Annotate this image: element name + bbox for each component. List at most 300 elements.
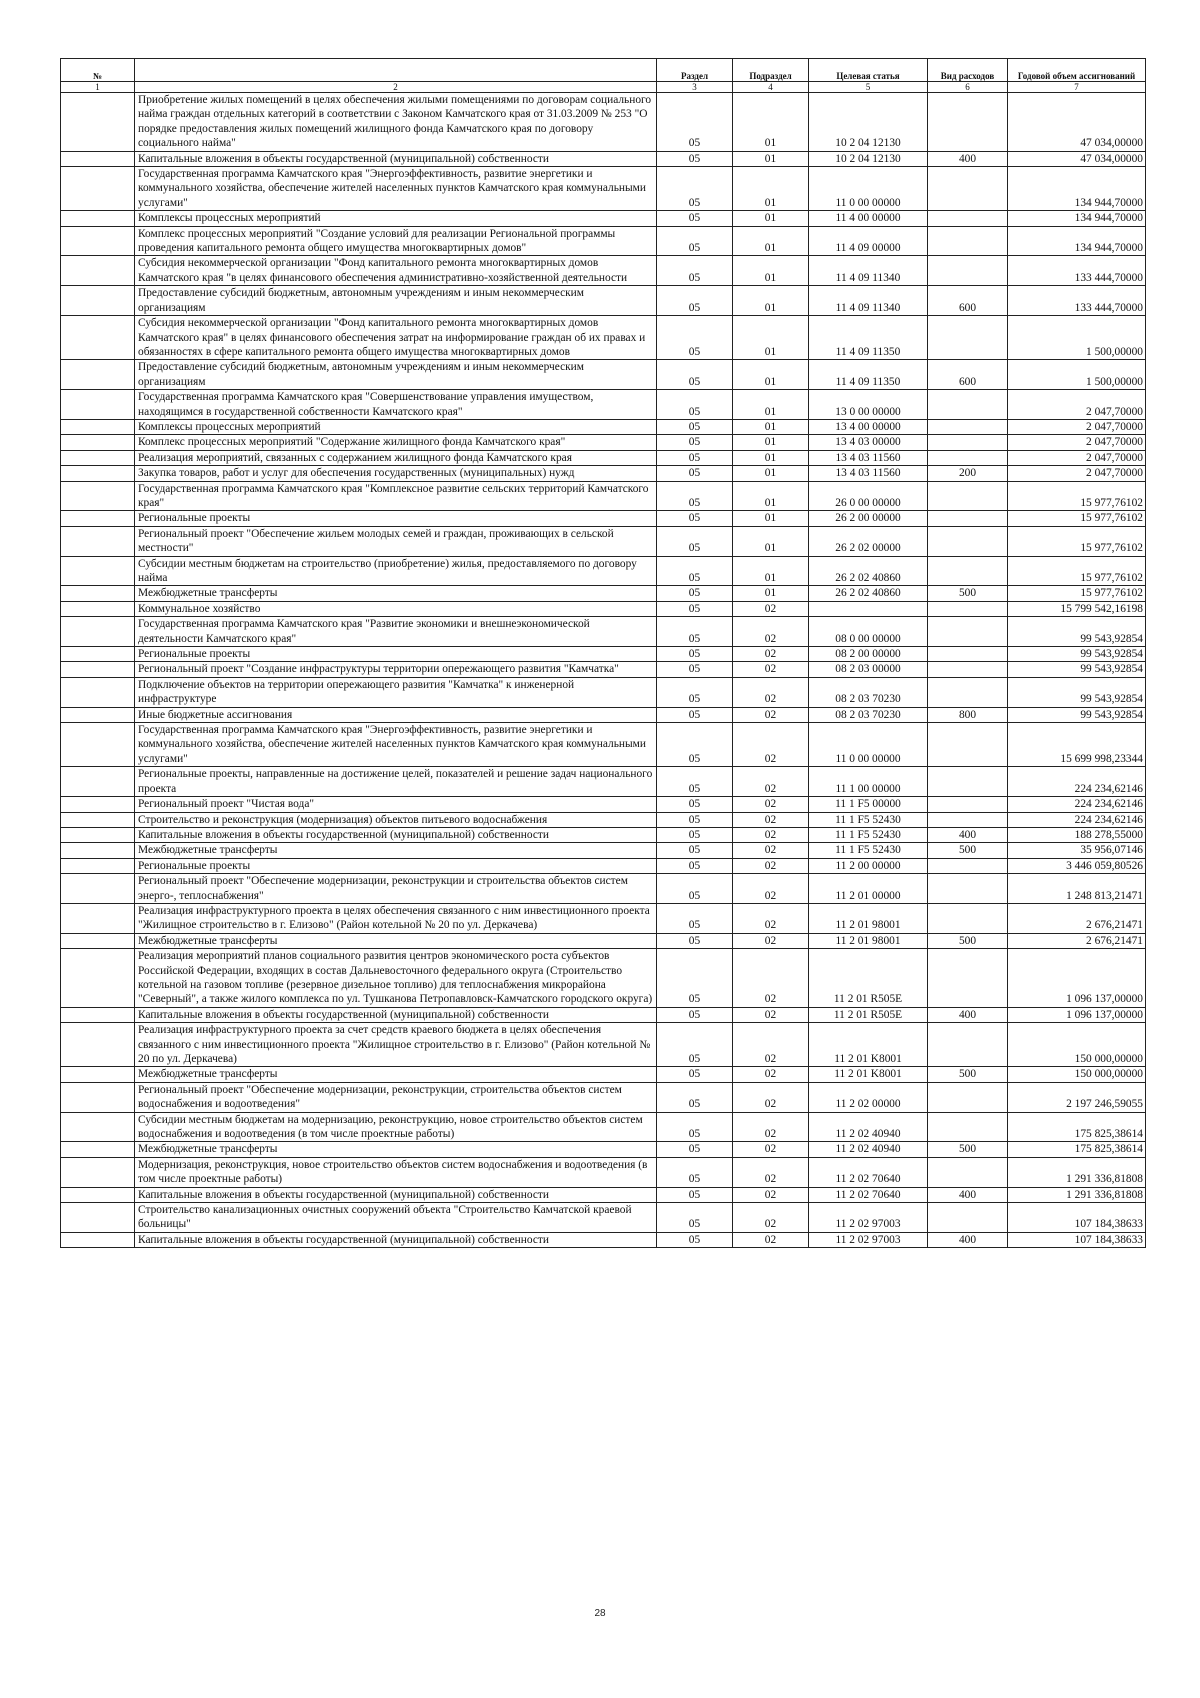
cell-section: 05 [657,1232,733,1247]
cell-expense-type [928,601,1008,616]
header-subsection: Подраздел [733,59,809,82]
table-row [61,662,1146,677]
cell-amount: 15 977,76102 [1008,556,1146,586]
cell-target-article: 08 2 00 00000 [809,647,928,662]
cell-target-article: 10 2 04 12130 [809,151,928,166]
cell-target-article: 11 1 F5 00000 [809,797,928,812]
table-row [61,601,1146,616]
table-row [61,556,1146,586]
cell-section: 05 [657,858,733,873]
table-row [61,526,1146,556]
cell-target-article: 11 2 01 00000 [809,874,928,904]
header-annual-amount: Годовой объем ассигнований [1008,59,1146,82]
cell-section: 05 [657,647,733,662]
cell-section: 05 [657,450,733,465]
cell-name: Строительство канализационных очистных сооружений объекта "Строительство Камчатской краевой больницы" [135,1203,657,1233]
cell-number [61,526,135,556]
cell-expense-type [928,450,1008,465]
cell-amount: 134 944,70000 [1008,167,1146,211]
cell-expense-type [928,874,1008,904]
cell-target-article: 11 2 01 K8001 [809,1023,928,1067]
cell-target-article: 26 2 00 00000 [809,511,928,526]
cell-number [61,797,135,812]
cell-expense-type: 400 [928,1232,1008,1247]
cell-number [61,226,135,256]
cell-expense-type [928,1023,1008,1067]
table-row [61,511,1146,526]
table-row [61,1007,1146,1022]
cell-section: 05 [657,617,733,647]
cell-subsection: 01 [733,526,809,556]
cell-section: 05 [657,903,733,933]
table-row [61,767,1146,797]
cell-section: 05 [657,211,733,226]
cell-name: Государственная программа Камчатского края "Комплексное развитие сельских территорий Камчатского края" [135,481,657,511]
cell-number [61,1082,135,1112]
cell-subsection: 01 [733,360,809,390]
cell-expense-type [928,677,1008,707]
column-number-1: 1 [61,82,135,93]
cell-number [61,466,135,481]
cell-expense-type [928,256,1008,286]
cell-subsection: 01 [733,435,809,450]
cell-expense-type [928,617,1008,647]
cell-expense-type: 400 [928,1187,1008,1202]
column-number-4: 4 [733,82,809,93]
cell-target-article: 11 2 01 R505E [809,1007,928,1022]
cell-target-article: 08 0 00 00000 [809,617,928,647]
cell-subsection: 01 [733,466,809,481]
cell-section: 05 [657,843,733,858]
cell-target-article [809,601,928,616]
cell-name: Региональные проекты [135,858,657,873]
cell-target-article: 11 2 02 70640 [809,1187,928,1202]
cell-expense-type [928,316,1008,360]
cell-number [61,933,135,948]
cell-target-article: 26 2 02 00000 [809,526,928,556]
cell-subsection: 02 [733,1082,809,1112]
cell-expense-type [928,93,1008,152]
table-row [61,1112,1146,1142]
table-row [61,949,1146,1008]
table-row [61,707,1146,722]
cell-expense-type [928,211,1008,226]
cell-amount: 175 825,38614 [1008,1112,1146,1142]
cell-number [61,286,135,316]
cell-amount: 133 444,70000 [1008,256,1146,286]
cell-expense-type: 600 [928,360,1008,390]
column-number-2: 2 [135,82,657,93]
column-number-3: 3 [657,82,733,93]
cell-amount: 15 977,76102 [1008,586,1146,601]
cell-target-article: 26 2 02 40860 [809,556,928,586]
cell-number [61,812,135,827]
cell-name: Капитальные вложения в объекты государственной (муниципальной) собственности [135,1007,657,1022]
cell-number [61,827,135,842]
cell-subsection: 02 [733,843,809,858]
budget-table-sheet [60,58,1145,1248]
cell-number [61,903,135,933]
table-row [61,151,1146,166]
cell-number [61,707,135,722]
cell-amount: 35 956,07146 [1008,843,1146,858]
cell-target-article: 11 4 00 00000 [809,211,928,226]
cell-name: Строительство и реконструкция (модернизация) объектов питьевого водоснабжения [135,812,657,827]
cell-number [61,647,135,662]
cell-section: 05 [657,256,733,286]
cell-name: Межбюджетные трансферты [135,933,657,948]
table-row [61,617,1146,647]
cell-amount: 15 699 998,23344 [1008,723,1146,767]
cell-amount: 1 291 336,81808 [1008,1157,1146,1187]
page-number: 28 [594,1608,606,1619]
column-number-6: 6 [928,82,1008,93]
cell-subsection: 02 [733,874,809,904]
cell-amount: 1 500,00000 [1008,316,1146,360]
header-name [135,59,657,82]
cell-target-article: 11 2 01 R505E [809,949,928,1008]
cell-section: 05 [657,723,733,767]
cell-target-article: 13 4 00 00000 [809,419,928,434]
table-row [61,1067,1146,1082]
cell-target-article: 11 0 00 00000 [809,167,928,211]
cell-name: Субсидии местным бюджетам на строительство (приобретение) жилья, предоставляемого по договору найма [135,556,657,586]
cell-section: 05 [657,707,733,722]
cell-expense-type [928,1112,1008,1142]
cell-name: Реализация инфраструктурного проекта за счет средств краевого бюджета в целях обеспечения связанного с ним инвестиционного проекта "Жилищное строительство в г. Елизово" (Район котельной № 20 по ул. Деркачева) [135,1023,657,1067]
cell-expense-type: 500 [928,843,1008,858]
cell-subsection: 02 [733,1203,809,1233]
cell-number [61,1023,135,1067]
cell-name: Приобретение жилых помещений в целях обеспечения жилыми помещениями по договорам социального найма граждан отдельных категорий в соответствии с Законом Камчатского края от 31.03.2009 № 253 "О порядке предоставления жилых помещений жилищного фонда Камчатского края по договору социального найма" [135,93,657,152]
cell-name: Региональный проект "Обеспечение модернизации, реконструкции и строительства объектов систем энерго-, теплоснабжения" [135,874,657,904]
table-row [61,586,1146,601]
cell-expense-type [928,903,1008,933]
table-column-numbers-row [61,82,1146,93]
cell-subsection: 01 [733,450,809,465]
table-row [61,874,1146,904]
cell-name: Предоставление субсидий бюджетным, автономным учреждениям и иным некоммерческим организациям [135,360,657,390]
cell-section: 05 [657,1112,733,1142]
cell-subsection: 02 [733,707,809,722]
table-row [61,647,1146,662]
cell-name: Коммунальное хозяйство [135,601,657,616]
cell-amount: 1 500,00000 [1008,360,1146,390]
cell-section: 05 [657,1007,733,1022]
cell-amount: 2 676,21471 [1008,903,1146,933]
header-section: Раздел [657,59,733,82]
cell-amount: 224 234,62146 [1008,812,1146,827]
cell-target-article: 13 4 03 11560 [809,466,928,481]
cell-subsection: 02 [733,617,809,647]
cell-section: 05 [657,1082,733,1112]
cell-target-article: 10 2 04 12130 [809,93,928,152]
cell-amount: 99 543,92854 [1008,647,1146,662]
cell-name: Государственная программа Камчатского края "Совершенствование управления имуществом, находящимся в государственной собственности Камчатского края" [135,390,657,420]
cell-amount: 15 977,76102 [1008,511,1146,526]
cell-amount: 15 977,76102 [1008,526,1146,556]
cell-amount: 1 096 137,00000 [1008,949,1146,1008]
cell-name: Региональный проект "Создание инфраструктуры территории опережающего развития "Камчатка" [135,662,657,677]
cell-section: 05 [657,1203,733,1233]
cell-amount: 47 034,00000 [1008,93,1146,152]
cell-section: 05 [657,419,733,434]
cell-name: Региональный проект "Обеспечение жильем молодых семей и граждан, проживающих в сельской местности" [135,526,657,556]
cell-target-article: 11 2 02 40940 [809,1142,928,1157]
cell-number [61,1142,135,1157]
cell-section: 05 [657,1187,733,1202]
cell-number [61,167,135,211]
cell-subsection: 02 [733,662,809,677]
cell-expense-type [928,812,1008,827]
cell-name: Государственная программа Камчатского края "Развитие экономики и внешнеэкономической деятельности Камчатского края" [135,617,657,647]
cell-subsection: 01 [733,390,809,420]
cell-target-article: 11 2 02 97003 [809,1232,928,1247]
cell-amount: 99 543,92854 [1008,617,1146,647]
cell-target-article: 11 1 00 00000 [809,767,928,797]
cell-number [61,858,135,873]
table-row [61,466,1146,481]
cell-subsection: 01 [733,256,809,286]
cell-name: Государственная программа Камчатского края "Энергоэффективность, развитие энергетики и коммунального хозяйства, обеспечение жителей населенных пунктов Камчатского края коммунальными услугами" [135,723,657,767]
column-number-7: 7 [1008,82,1146,93]
cell-expense-type [928,481,1008,511]
cell-expense-type [928,949,1008,1008]
cell-section: 05 [657,466,733,481]
cell-expense-type: 500 [928,1142,1008,1157]
table-row [61,286,1146,316]
cell-number [61,1007,135,1022]
cell-name: Региональный проект "Обеспечение модернизации, реконструкции, строительства объектов систем водоснабжения и водоотведения" [135,1082,657,1112]
cell-target-article: 11 2 01 K8001 [809,1067,928,1082]
cell-name: Реализация мероприятий планов социального развития центров экономического роста субъектов Российской Федерации, входящих в состав Дальневосточного федерального округа (Строительство котельной на газовом топливе (резервное дизельное топливо) для теплоснабжения микрорайона "Северный", а также жилого комплекса по ул. Тушканова Петропавловск-Камчатского городского округа) [135,949,657,1008]
cell-amount: 99 543,92854 [1008,707,1146,722]
cell-expense-type [928,435,1008,450]
table-row [61,256,1146,286]
cell-expense-type: 400 [928,151,1008,166]
cell-target-article: 11 4 09 11340 [809,286,928,316]
cell-target-article: 13 4 03 00000 [809,435,928,450]
table-row [61,1157,1146,1187]
cell-name: Комплексы процессных мероприятий [135,419,657,434]
cell-amount: 2 047,70000 [1008,466,1146,481]
cell-target-article: 11 2 02 70640 [809,1157,928,1187]
cell-number [61,556,135,586]
table-row [61,858,1146,873]
cell-number [61,723,135,767]
cell-subsection: 02 [733,797,809,812]
cell-target-article: 11 2 00 00000 [809,858,928,873]
cell-number [61,419,135,434]
cell-subsection: 02 [733,827,809,842]
cell-amount: 2 197 246,59055 [1008,1082,1146,1112]
cell-expense-type [928,419,1008,434]
cell-number [61,1187,135,1202]
cell-amount: 1 248 813,21471 [1008,874,1146,904]
cell-subsection: 02 [733,1067,809,1082]
cell-number [61,662,135,677]
cell-expense-type: 600 [928,286,1008,316]
cell-number [61,617,135,647]
table-row [61,167,1146,211]
cell-target-article: 26 0 00 00000 [809,481,928,511]
cell-subsection: 02 [733,723,809,767]
cell-target-article: 11 2 01 98001 [809,903,928,933]
cell-expense-type [928,226,1008,256]
cell-expense-type [928,858,1008,873]
table-row [61,677,1146,707]
cell-section: 05 [657,526,733,556]
cell-name: Государственная программа Камчатского края "Энергоэффективность, развитие энергетики и коммунального хозяйства, обеспечение жителей населенных пунктов Камчатского края коммунальными услугами" [135,167,657,211]
cell-number [61,211,135,226]
cell-amount: 2 676,21471 [1008,933,1146,948]
cell-name: Закупка товаров, работ и услуг для обеспечения государственных (муниципальных) нужд [135,466,657,481]
budget-table [60,58,1146,1248]
cell-number [61,93,135,152]
header-expense-type: Вид расходов [928,59,1008,82]
cell-expense-type: 200 [928,466,1008,481]
cell-number [61,481,135,511]
cell-amount: 133 444,70000 [1008,286,1146,316]
cell-expense-type: 500 [928,586,1008,601]
cell-name: Субсидия некоммерческой организации "Фонд капитального ремонта многоквартирных домов Камчатского края" в целях финансового обеспечения затрат на информирование граждан об их правах и обязанностях в сфере капитального ремонта общего имущества многоквартирных домов [135,316,657,360]
cell-section: 05 [657,93,733,152]
table-row [61,812,1146,827]
cell-expense-type [928,797,1008,812]
cell-section: 05 [657,286,733,316]
cell-section: 05 [657,226,733,256]
cell-number [61,874,135,904]
cell-section: 05 [657,1142,733,1157]
table-row [61,1082,1146,1112]
cell-section: 05 [657,167,733,211]
cell-amount: 15 977,76102 [1008,481,1146,511]
cell-section: 05 [657,481,733,511]
table-row [61,419,1146,434]
cell-name: Капитальные вложения в объекты государственной (муниципальной) собственности [135,1232,657,1247]
cell-target-article: 26 2 02 40860 [809,586,928,601]
cell-expense-type: 500 [928,1067,1008,1082]
cell-subsection: 01 [733,419,809,434]
cell-target-article: 11 4 09 11340 [809,256,928,286]
cell-section: 05 [657,949,733,1008]
cell-section: 05 [657,360,733,390]
cell-section: 05 [657,677,733,707]
cell-subsection: 01 [733,167,809,211]
cell-section: 05 [657,556,733,586]
cell-amount: 188 278,55000 [1008,827,1146,842]
table-body [61,93,1146,1248]
header-target-article: Целевая статья [809,59,928,82]
cell-subsection: 01 [733,586,809,601]
cell-amount: 2 047,70000 [1008,419,1146,434]
cell-subsection: 01 [733,93,809,152]
cell-number [61,450,135,465]
cell-number [61,1112,135,1142]
cell-target-article: 11 2 02 40940 [809,1112,928,1142]
table-row [61,360,1146,390]
cell-number [61,843,135,858]
table-row [61,843,1146,858]
table-row [61,1203,1146,1233]
cell-section: 05 [657,435,733,450]
cell-subsection: 01 [733,211,809,226]
cell-number [61,1232,135,1247]
cell-subsection: 02 [733,812,809,827]
cell-expense-type [928,647,1008,662]
cell-subsection: 02 [733,677,809,707]
cell-subsection: 02 [733,949,809,1008]
cell-subsection: 02 [733,1157,809,1187]
cell-target-article: 11 4 09 11350 [809,360,928,390]
cell-target-article: 11 1 F5 52430 [809,827,928,842]
cell-expense-type: 400 [928,1007,1008,1022]
table-row [61,1023,1146,1067]
table-row [61,1187,1146,1202]
cell-number [61,1157,135,1187]
cell-name: Иные бюджетные ассигнования [135,707,657,722]
cell-name: Межбюджетные трансферты [135,1142,657,1157]
cell-target-article: 08 2 03 00000 [809,662,928,677]
cell-section: 05 [657,511,733,526]
cell-name: Реализация инфраструктурного проекта в целях обеспечения связанного с ним инвестиционного проекта "Жилищное строительство в г. Елизово" (Район котельной № 20 по ул. Деркачева) [135,903,657,933]
table-row [61,435,1146,450]
cell-section: 05 [657,601,733,616]
table-row [61,390,1146,420]
cell-amount: 2 047,70000 [1008,435,1146,450]
cell-name: Региональные проекты [135,647,657,662]
cell-amount: 47 034,00000 [1008,151,1146,166]
cell-amount: 224 234,62146 [1008,767,1146,797]
cell-target-article: 11 2 02 00000 [809,1082,928,1112]
header-number: № [61,59,135,82]
cell-name: Комплекс процессных мероприятий "Создание условий для реализации Региональной программы проведения капитального ремонта общего имущества многоквартирных домов" [135,226,657,256]
table-row [61,226,1146,256]
cell-subsection: 02 [733,601,809,616]
cell-name: Региональные проекты [135,511,657,526]
cell-subsection: 01 [733,151,809,166]
cell-section: 05 [657,662,733,677]
column-number-5: 5 [809,82,928,93]
table-row [61,723,1146,767]
cell-expense-type [928,526,1008,556]
cell-section: 05 [657,827,733,842]
cell-amount: 1 291 336,81808 [1008,1187,1146,1202]
cell-name: Комплекс процессных мероприятий "Содержание жилищного фонда Камчатского края" [135,435,657,450]
cell-number [61,949,135,1008]
cell-name: Региональные проекты, направленные на достижение целей, показателей и решение задач национального проекта [135,767,657,797]
cell-name: Капитальные вложения в объекты государственной (муниципальной) собственности [135,151,657,166]
table-header-row [61,59,1146,82]
table-row [61,316,1146,360]
cell-amount: 134 944,70000 [1008,211,1146,226]
cell-amount: 99 543,92854 [1008,677,1146,707]
cell-number [61,601,135,616]
cell-expense-type: 500 [928,933,1008,948]
cell-name: Капитальные вложения в объекты государственной (муниципальной) собственности [135,827,657,842]
cell-subsection: 02 [733,1232,809,1247]
cell-expense-type [928,1203,1008,1233]
cell-amount: 150 000,00000 [1008,1023,1146,1067]
cell-section: 05 [657,767,733,797]
cell-section: 05 [657,1023,733,1067]
cell-amount: 224 234,62146 [1008,797,1146,812]
cell-amount: 2 047,70000 [1008,450,1146,465]
cell-subsection: 02 [733,933,809,948]
cell-section: 05 [657,586,733,601]
cell-expense-type [928,723,1008,767]
table-row [61,797,1146,812]
